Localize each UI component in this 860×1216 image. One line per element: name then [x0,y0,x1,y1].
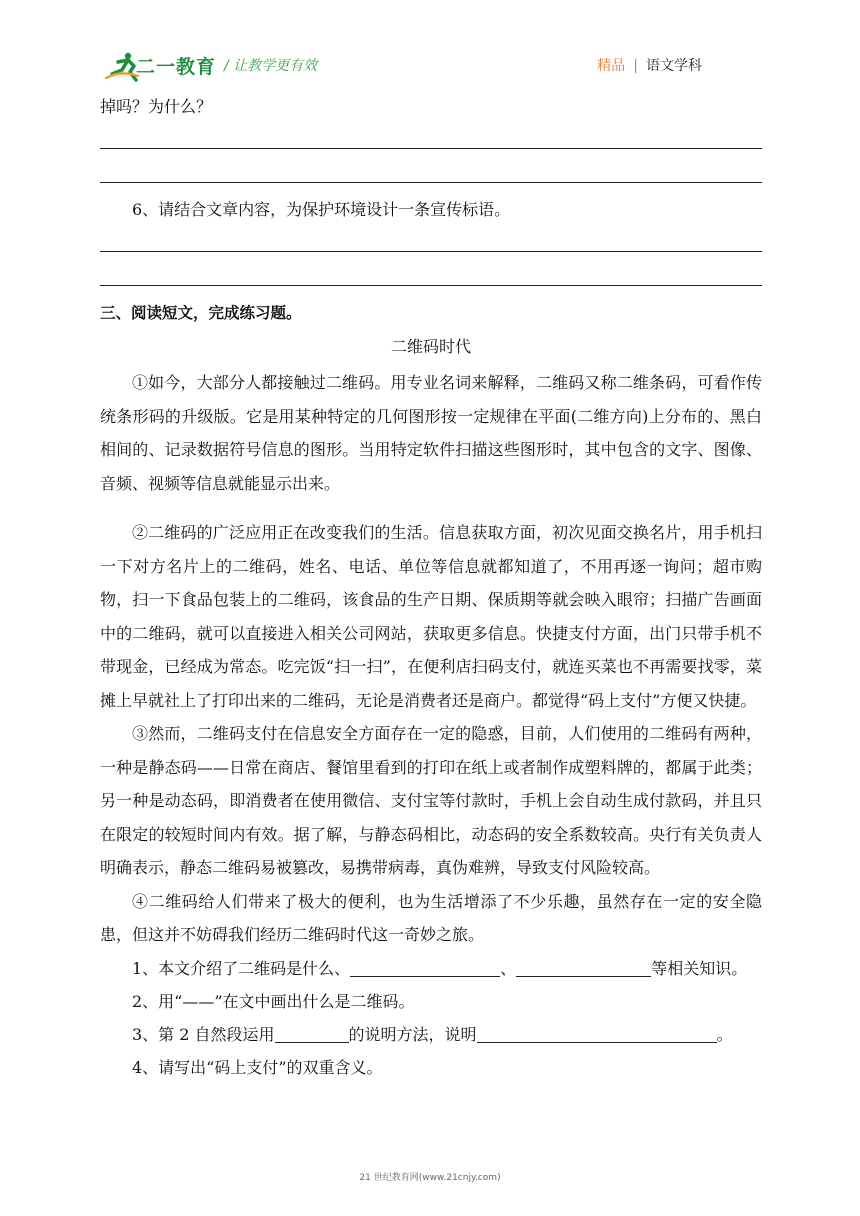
subject-label: 语文学科 [646,58,702,74]
question-2: 2、用“——”在文中画出什么是二维码。 [132,991,415,1011]
question-3-mid: 的说明方法，说明 [348,1024,477,1044]
paragraph-1: ①如今，大部分人都接触过二维码。用专业名词来解释，二维码又称二维条码，可看作传统条形码的升级版。它是用某种特定的几何图形按一定规律在平面(二维方向)上分布的、黑白相间的、记录数据符号信息的图形。当用特定软件扫描这些图形时，其中包含的文字、图像、音频、视频等信息就能显示出来。 [100,373,762,493]
header-separator: | [633,58,638,74]
slogan: / 让教学更有效 [224,58,318,74]
question-4: 4、请写出“码上支付”的双重含义。 [132,1057,383,1077]
paragraph-4: ④二维码给人们带来了极大的便利，也为生活增添了不少乐趣，虽然存在一定的安全隐患，但这并不妨碍我们经历二维码时代这一奇妙之旅。 [100,891,762,944]
question-1-mid: 、 [500,958,517,978]
premium-badge: 精品 [597,58,626,74]
question-1-suffix: 等相关知识。 [651,958,748,978]
question-1-prefix: 1、本文介绍了二维码是什么、 [132,958,351,978]
question-3-prefix: 3、第 2 自然段运用 [132,1024,275,1044]
question-6: 6、请结合文章内容，为保护环境设计一条宣传标语。 [132,200,511,219]
header-right [597,55,702,75]
blank-3a[interactable] [275,1024,349,1043]
continued-question-text: 掉吗？为什么？ [100,97,213,116]
page-footer: 21 世纪教育网(www.21cnjy.com) [359,1173,501,1183]
page-content [100,92,762,1084]
logo-text: 二一教育 [136,56,217,78]
question-1 [100,952,762,985]
section-title: 三、阅读短文，完成练习题。 [100,304,302,322]
page-header [100,46,760,86]
question-3-suffix: 。 [716,1024,733,1044]
blank-1b[interactable] [516,958,651,977]
blank-1a[interactable] [350,958,500,977]
article-title: 二维码时代 [390,337,471,356]
paragraph-3: ③然而，二维码支付在信息安全方面存在一定的隐惑，目前，人们使用的二维码有两种，一种是静态码——日常在商店、餐馆里看到的打印在纸上或者制作成塑料牌的，都属于此类；另一种是动态码，即消费者在使用微信、支付宝等付款时，手机上会自动生成付款码，并且只在限定的较短时间内有效。据了解，与静态码相比，动态码的安全系数较高。央行有关负责人明确表示，静态二维码易被篡改，易携带病毒，真伪难辨，导致支付风险较高。 [100,724,762,877]
blank-3b[interactable] [477,1024,717,1043]
question-3 [100,1018,762,1051]
paragraph-2: ②二维码的广泛应用正在改变我们的生活。信息获取方面，初次见面交换名片，用手机扫一下对方名片上的二维码，姓名、电话、单位等信息就都知道了，不用再逐一询问；超市购物，扫一下食品包装上的二维码，该食品的生产日期、保质期等就会映入眼帘；扫描广告画面中的二维码，就可以直接进入相关公司网站，获取更多信息。快捷支付方面，出门只带手机不带现金，已经成为常态。吃完饭“扫一扫”，在便利店扫码支付，就连买菜也不再需要找零，菜摊上早就社上了打印出来的二维码，无论是消费者还是商户。都觉得“码上支付”方便又快捷。 [100,523,762,710]
